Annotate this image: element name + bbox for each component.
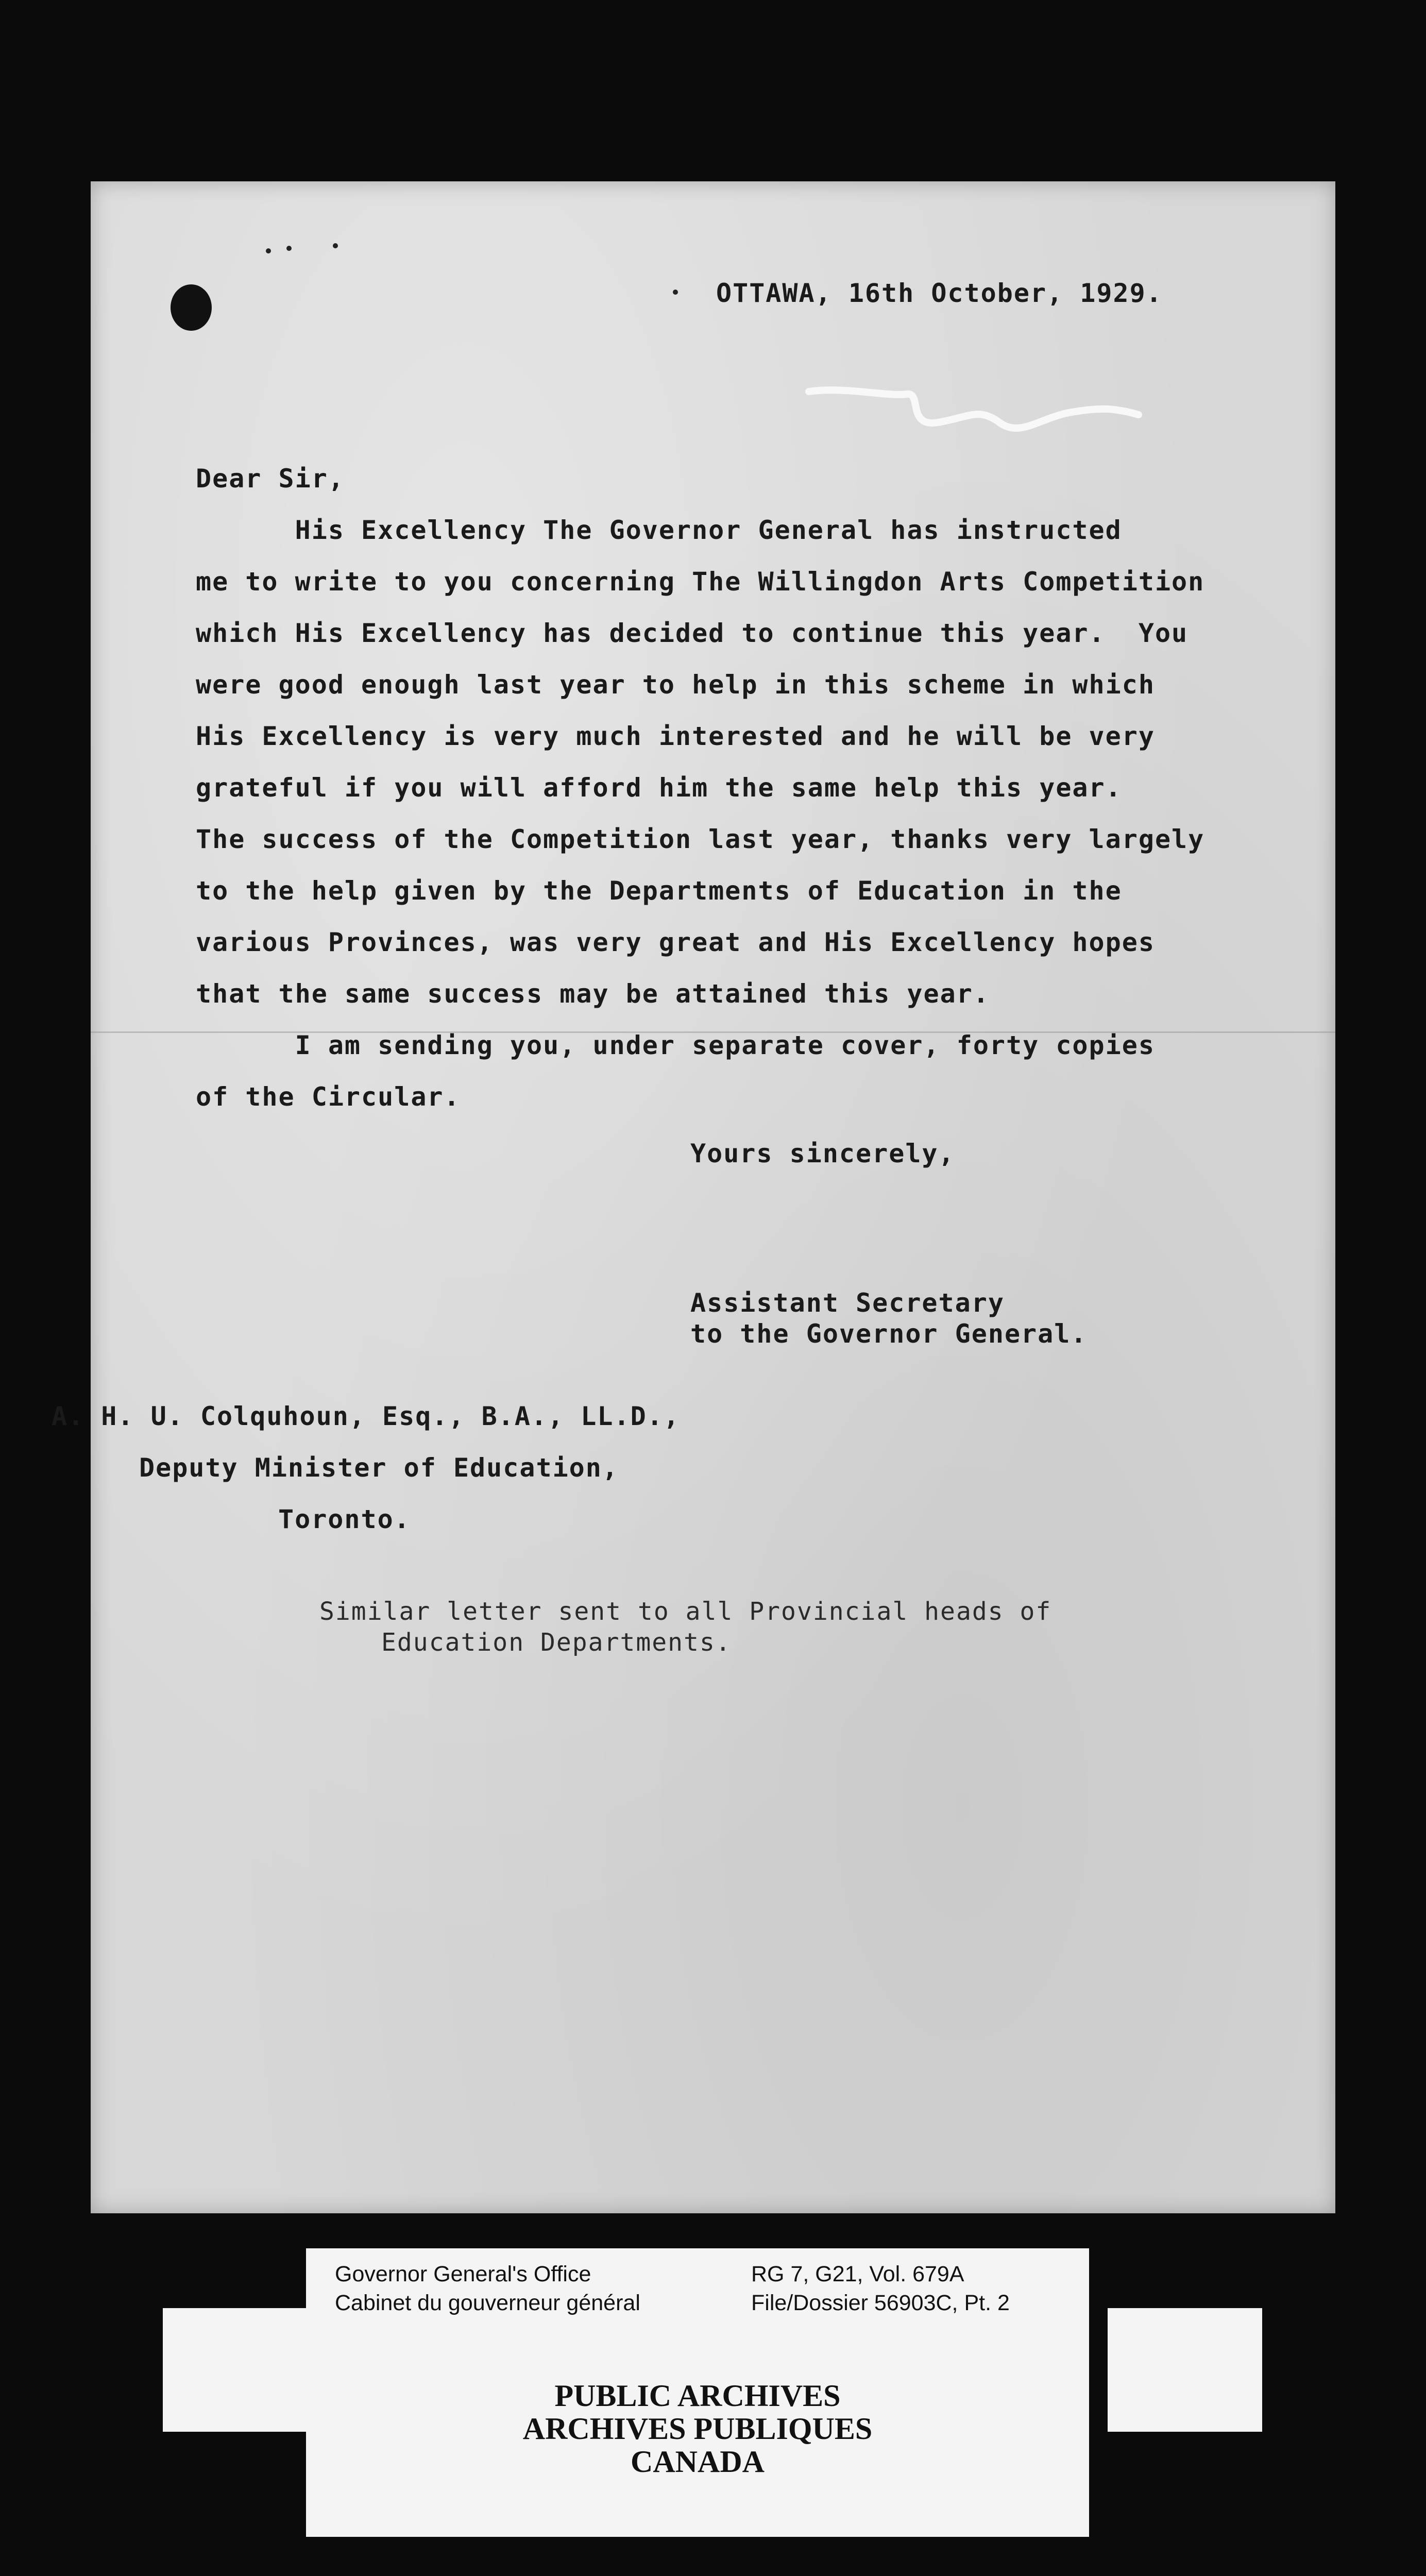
letter-salutation: Dear Sir, (196, 464, 345, 494)
letter-closing: Yours sincerely, (690, 1139, 955, 1168)
letter-body-line: various Provinces, was very great and His Excellency hopes (196, 927, 1155, 957)
archive-label-wing (1108, 2308, 1262, 2432)
signature-title: to the Governor General. (690, 1319, 1088, 1349)
distribution-note: Similar letter sent to all Provincial heads of (319, 1597, 1052, 1626)
letter-body-line: of the Circular. (196, 1082, 461, 1112)
letter-body-line: to the help given by the Departments of Education in the (196, 876, 1122, 906)
archive-heading-en: PUBLIC ARCHIVES (554, 2379, 841, 2413)
archive-heading-fr: ARCHIVES PUBLIQUES (522, 2412, 873, 2446)
signature-title: Assistant Secretary (690, 1288, 1005, 1318)
archive-label-wing (163, 2308, 317, 2432)
white-scribble-mark (804, 371, 1144, 448)
ink-speck (286, 246, 292, 251)
letter-body-line: His Excellency The Governor General has instructed (196, 515, 1122, 545)
letter-body-line: were good enough last year to help in this scheme in which (196, 670, 1155, 700)
letter-dateline: OTTAWA, 16th October, 1929. (716, 278, 1163, 308)
letter-body-line: grateful if you will afford him the same help this year. (196, 773, 1122, 803)
archive-reference: RG 7, G21, Vol. 679A (751, 2262, 964, 2286)
letter-body-line: His Excellency is very much interested and he will be very (196, 721, 1155, 751)
letter-body-line: that the same success may be attained this year. (196, 979, 990, 1009)
recipient-city: Toronto. (278, 1504, 411, 1534)
archive-office-fr: Cabinet du gouverneur général (335, 2291, 640, 2315)
recipient-name: A. H. U. Colquhoun, Esq., B.A., LL.D., (52, 1401, 680, 1431)
letter-body-line: me to write to you concerning The Willingdon Arts Competition (196, 567, 1205, 597)
ink-speck (333, 243, 338, 248)
recipient-title: Deputy Minister of Education, (139, 1453, 619, 1483)
archive-country: CANADA (631, 2445, 765, 2479)
letter-body-line: The success of the Competition last year, thanks very largely (196, 824, 1205, 854)
archive-office-en: Governor General's Office (335, 2262, 591, 2286)
ink-speck (266, 248, 271, 253)
letter-body-line: which His Excellency has decided to continue this year. You (196, 618, 1189, 648)
archive-reference: File/Dossier 56903C, Pt. 2 (751, 2291, 1010, 2315)
distribution-note: Education Departments. (381, 1628, 732, 1657)
letter-body-line: I am sending you, under separate cover, forty copies (196, 1030, 1155, 1060)
hole-punch-mark (171, 284, 212, 331)
ink-speck (673, 290, 678, 295)
